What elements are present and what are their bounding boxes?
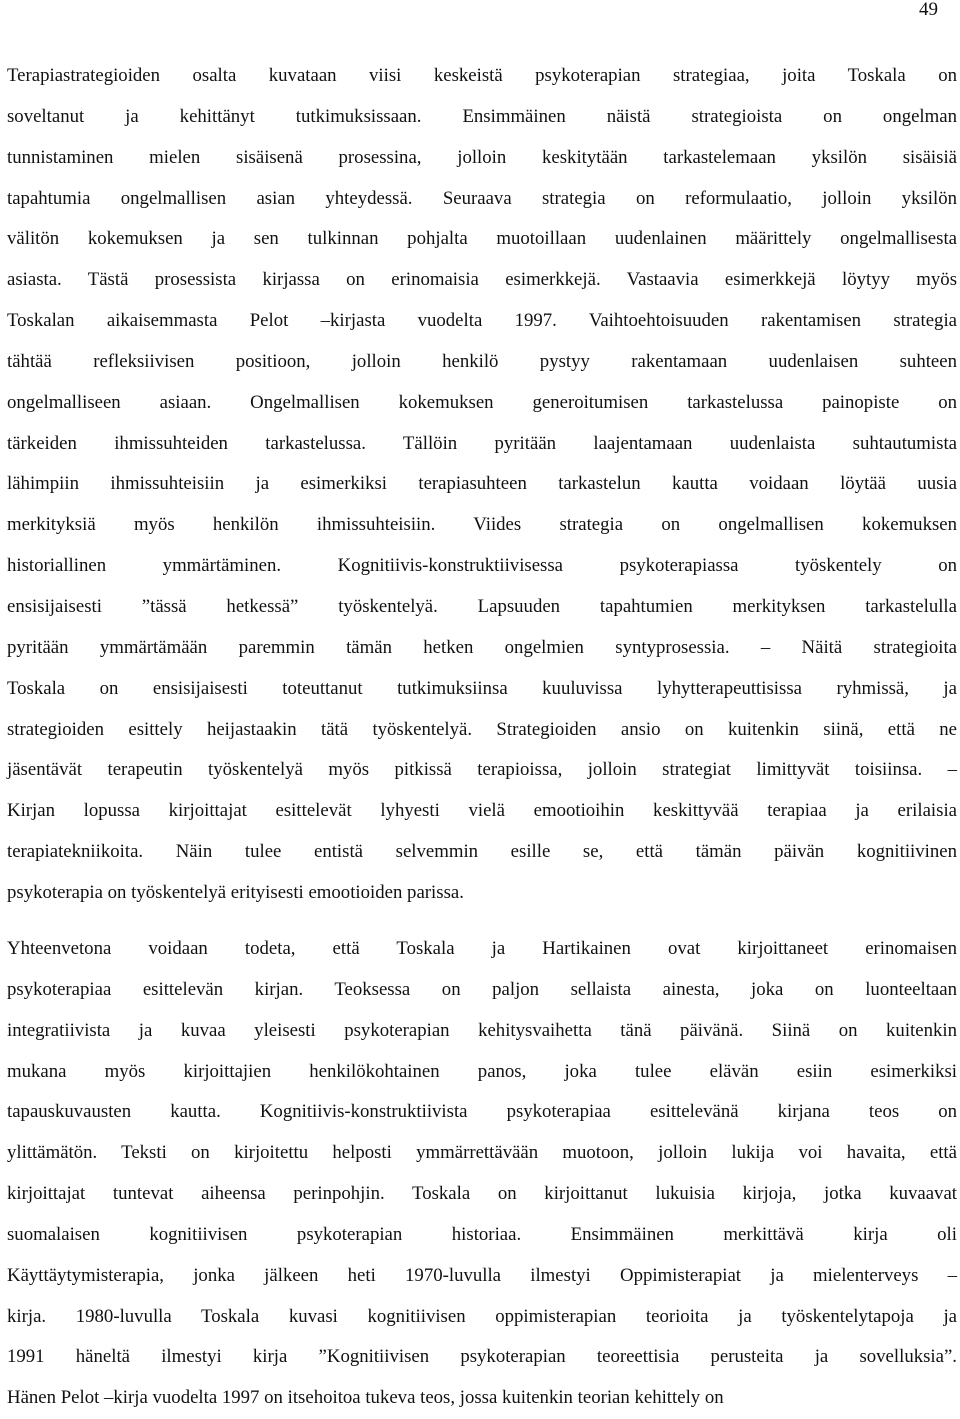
page-number: 49 [919, 0, 938, 20]
text-line: Hänen Pelot –kirja vuodelta 1997 on itsehoitoa tukeva teos, jossa kuitenkin teorian kehittely on [7, 1387, 724, 1409]
paragraph [7, 929, 957, 1419]
text-line: tärkeiden ihmissuhteiden tarkastelussa. Tällöin pyritään laajentamaan uudenlaista suhtautumista [7, 432, 957, 454]
text-line: historiallinen ymmärtäminen. Kognitiivis-konstruktiivisessa psykoterapiassa työskentely on [7, 555, 957, 577]
text-line: psykoterapia on työskentelyä erityisesti emootioiden parissa. [7, 881, 464, 903]
text-line: terapiatekniikoita. Näin tulee entistä selvemmin esille se, että tämän päivän kognitiivinen [7, 841, 957, 863]
text-line: välitön kokemuksen ja sen tulkinnan pohjalta muotoillaan uudenlainen määrittely ongelmallisesta [7, 228, 957, 250]
text-line: tähtää refleksiivisen positioon, jolloin henkilö pystyy rakentamaan uudenlaisen suhteen [7, 350, 957, 372]
text-line: 1991 häneltä ilmestyi kirja ”Kognitiivisen psykoterapian teoreettisia perusteita ja sovelluksia”. [7, 1346, 957, 1368]
text-line: pyritään ymmärtämään paremmin tämän hetken ongelmien syntyprosessia. – Näitä strategioita [7, 636, 957, 658]
text-line: psykoterapiaa esittelevän kirjan. Teoksessa on paljon sellaista ainesta, joka on luonteeltaan [7, 978, 957, 1000]
text-line: soveltanut ja kehittänyt tutkimuksissaan. Ensimmäinen näistä strategioista on ongelman [7, 105, 957, 127]
text-line: ensisijaisesti ”tässä hetkessä” työskentelyä. Lapsuuden tapahtumien merkityksen tarkastelulla [7, 595, 957, 617]
text-line: Terapiastrategioiden osalta kuvataan viisi keskeistä psykoterapian strategiaa, joita Toskala on [7, 65, 957, 86]
text-line: suomalaisen kognitiivisen psykoterapian historiaa. Ensimmäinen merkittävä kirja oli [7, 1223, 957, 1245]
text-line: ylittämätön. Teksti on kirjoitettu helposti ymmärrettävään muotoon, jolloin lukija voi havaita, että [7, 1142, 957, 1164]
text-line: strategioiden esittely heijastaakin tätä työskentelyä. Strategioiden ansio on kuitenkin siinä, että ne [7, 718, 957, 740]
text-line: Toskala on ensisijaisesti toteuttanut tutkimuksiinsa kuuluvissa lyhytterapeuttisissa ryhmissä, ja [7, 677, 957, 699]
text-line: asiasta. Tästä prosessista kirjassa on erinomaisia esimerkkejä. Vastaavia esimerkkejä löytyy myös [7, 269, 957, 291]
text-line: tunnistaminen mielen sisäisenä prosessina, jolloin keskitytään tarkastelemaan yksilön sisäisiä [7, 146, 957, 168]
text-line: Toskalan aikaisemmasta Pelot –kirjasta vuodelta 1997. Vaihtoehtoisuuden rakentamisen strategia [7, 310, 957, 332]
text-line: merkityksiä myös henkilön ihmissuhteisiin. Viides strategia on ongelmallisen kokemuksen [7, 514, 957, 536]
text-line: tapahtumia ongelmallisen asian yhteydessä. Seuraava strategia on reformulaatio, jolloin yksilön [7, 187, 957, 209]
text-line: kirjoittajat tuntevat aiheensa perinpohjin. Toskala on kirjoittanut lukuisia kirjoja, jotka kuvaavat [7, 1183, 957, 1205]
text-line: kirja. 1980-luvulla Toskala kuvasi kognitiivisen oppimisterapian teorioita ja työskentelytapoja ja [7, 1305, 957, 1327]
text-line: Käyttäytymisterapia, jonka jälkeen heti 1970-luvulla ilmestyi Oppimisterapiat ja mielenterveys – [7, 1264, 957, 1286]
text-line: ongelmalliseen asiaan. Ongelmallisen kokemuksen generoitumisen tarkastelussa painopiste on [7, 391, 957, 413]
text-line: lähimpiin ihmissuhteisiin ja esimerkiksi terapiasuhteen tarkastelun kautta voidaan löytää uusia [7, 473, 957, 495]
paragraph [7, 56, 957, 914]
text-line: tapauskuvausten kautta. Kognitiivis-konstruktiivista psykoterapiaa esittelevänä kirjana teos on [7, 1101, 957, 1123]
text-line: Yhteenvetona voidaan todeta, että Toskala ja Hartikainen ovat kirjoittaneet erinomaisen [7, 938, 957, 959]
text-line: mukana myös kirjoittajien henkilökohtainen panos, joka tulee elävän esiin esimerkiksi [7, 1060, 957, 1082]
text-line: jäsentävät terapeutin työskentelyä myös pitkissä terapioissa, jolloin strategiat limittyvät toisiinsa. – [7, 759, 957, 781]
text-line: integratiivista ja kuvaa yleisesti psykoterapian kehitysvaihetta tänä päivänä. Siinä on kuitenkin [7, 1019, 957, 1041]
text-line: Kirjan lopussa kirjoittajat esittelevät lyhyesti vielä emootioihin keskittyvää terapiaa ja erilaisia [7, 800, 957, 822]
